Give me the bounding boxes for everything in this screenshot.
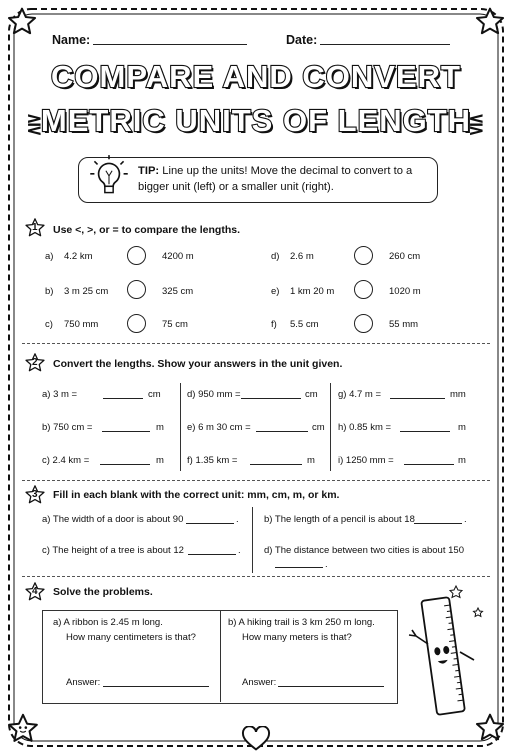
- answer-blank[interactable]: [250, 464, 302, 465]
- answer-label: Answer:: [66, 677, 101, 688]
- answer-field[interactable]: [278, 686, 384, 687]
- name-label: Name:: [52, 33, 91, 47]
- compare-left: 3 m 25 cm: [64, 286, 109, 297]
- section-number: 3: [32, 489, 38, 500]
- compare-left: 2.6 m: [290, 251, 314, 262]
- column-divider: [180, 383, 181, 471]
- convert-question: d) 950 mm =: [187, 389, 241, 400]
- date-label: Date:: [286, 33, 318, 47]
- item-letter: e): [271, 286, 280, 297]
- date-field[interactable]: [320, 44, 450, 45]
- problem-b-line1: b) A hiking trail is 3 km 250 m long.: [228, 617, 375, 628]
- convert-unit: m: [307, 455, 315, 466]
- star-face-icon: [6, 712, 40, 746]
- compare-right: 260 cm: [389, 251, 421, 262]
- convert-question: e) 6 m 30 cm =: [187, 422, 251, 433]
- answer-field[interactable]: [103, 686, 209, 687]
- convert-unit: m: [458, 455, 466, 466]
- compare-circle[interactable]: [354, 280, 373, 299]
- answer-blank[interactable]: [404, 464, 454, 465]
- problem-b-line2: How many meters is that?: [242, 632, 352, 643]
- section3-heading: Fill in each blank with the correct unit: mm, cm, m, or km.: [53, 489, 340, 501]
- heart-icon: [238, 726, 274, 752]
- column-divider: [220, 610, 221, 702]
- convert-question: h) 0.85 km =: [338, 422, 392, 433]
- item-letter: c): [45, 319, 53, 330]
- answer-blank[interactable]: [400, 431, 450, 432]
- ruler-mascot-icon: [398, 578, 494, 718]
- problem-a-line1: a) A ribbon is 2.45 m long.: [53, 617, 163, 628]
- item-letter: d): [271, 251, 280, 262]
- column-divider: [330, 383, 331, 471]
- fill-question: c) The height of a tree is about 12: [42, 545, 184, 556]
- lightbulb-icon: [88, 153, 130, 203]
- star-icon: [474, 6, 506, 38]
- convert-question: g) 4.7 m =: [338, 389, 382, 400]
- compare-left: 4.2 km: [64, 251, 93, 262]
- title-deco-right: ⋚: [468, 114, 485, 136]
- convert-question: f) 1.35 km =: [187, 455, 238, 466]
- answer-blank[interactable]: [103, 398, 143, 399]
- answer-blank[interactable]: [102, 431, 150, 432]
- compare-circle[interactable]: [127, 280, 146, 299]
- fill-question: a) The width of a door is about 90: [42, 514, 184, 525]
- answer-label: Answer:: [242, 677, 277, 688]
- problem-a-line2: How many centimeters is that?: [66, 632, 196, 643]
- name-field[interactable]: [93, 44, 247, 45]
- period: .: [238, 545, 241, 556]
- convert-question: c) 2.4 km =: [42, 455, 90, 466]
- convert-unit: m: [156, 455, 164, 466]
- period: .: [464, 514, 467, 525]
- section-divider: [22, 480, 490, 481]
- convert-question: a) 3 m =: [42, 389, 78, 400]
- worksheet-title-line1: COMPARE AND CONVERT: [51, 59, 461, 94]
- convert-unit: cm: [148, 389, 161, 400]
- unit-blank[interactable]: [414, 523, 462, 524]
- convert-unit: m: [458, 422, 466, 433]
- compare-right: 4200 m: [162, 251, 194, 262]
- star-icon: [6, 6, 38, 38]
- section-number: 4: [32, 586, 38, 597]
- section4-heading: Solve the problems.: [53, 586, 153, 598]
- compare-circle[interactable]: [354, 246, 373, 265]
- compare-left: 1 km 20 m: [290, 286, 335, 297]
- item-letter: b): [45, 286, 54, 297]
- item-letter: a): [45, 251, 54, 262]
- compare-right: 55 mm: [389, 319, 419, 330]
- section2-heading: Convert the lengths. Show your answers in the unit given.: [53, 358, 343, 370]
- item-letter: f): [271, 319, 277, 330]
- convert-question: i) 1250 mm =: [338, 455, 394, 466]
- compare-circle[interactable]: [127, 246, 146, 265]
- unit-blank[interactable]: [275, 567, 323, 568]
- answer-blank[interactable]: [390, 398, 445, 399]
- tip-text: [138, 163, 438, 195]
- fill-question: d) The distance between two cities is about 150: [264, 545, 464, 556]
- answer-blank[interactable]: [256, 431, 308, 432]
- section-number: 1: [32, 222, 38, 233]
- section-divider: [22, 343, 490, 344]
- period: .: [236, 514, 239, 525]
- convert-question: b) 750 cm =: [42, 422, 93, 433]
- worksheet-title-line2: METRIC UNITS OF LENGTH: [40, 103, 472, 138]
- column-divider: [252, 507, 253, 573]
- period: .: [325, 559, 328, 570]
- section-number: 2: [32, 357, 38, 368]
- fill-question: b) The length of a pencil is about 18: [264, 514, 415, 525]
- unit-blank[interactable]: [186, 523, 234, 524]
- tip-body: Line up the units! Move the decimal to convert to a bigger unit (left) or a smaller unit (right).: [138, 165, 413, 193]
- compare-circle[interactable]: [354, 314, 373, 333]
- section1-heading: Use <, >, or = to compare the lengths.: [53, 224, 241, 236]
- compare-left: 5.5 cm: [290, 319, 319, 330]
- compare-circle[interactable]: [127, 314, 146, 333]
- unit-blank[interactable]: [188, 554, 236, 555]
- compare-left: 750 mm: [64, 319, 99, 330]
- convert-unit: cm: [305, 389, 318, 400]
- convert-unit: cm: [312, 422, 325, 433]
- tip-label: TIP:: [138, 165, 160, 177]
- compare-right: 325 cm: [162, 286, 194, 297]
- answer-blank[interactable]: [241, 398, 301, 399]
- compare-right: 1020 m: [389, 286, 421, 297]
- convert-unit: mm: [450, 389, 466, 400]
- answer-blank[interactable]: [100, 464, 150, 465]
- section-divider: [22, 576, 490, 577]
- compare-right: 75 cm: [162, 319, 188, 330]
- convert-unit: m: [156, 422, 164, 433]
- title-deco-left: ⋛: [26, 114, 43, 136]
